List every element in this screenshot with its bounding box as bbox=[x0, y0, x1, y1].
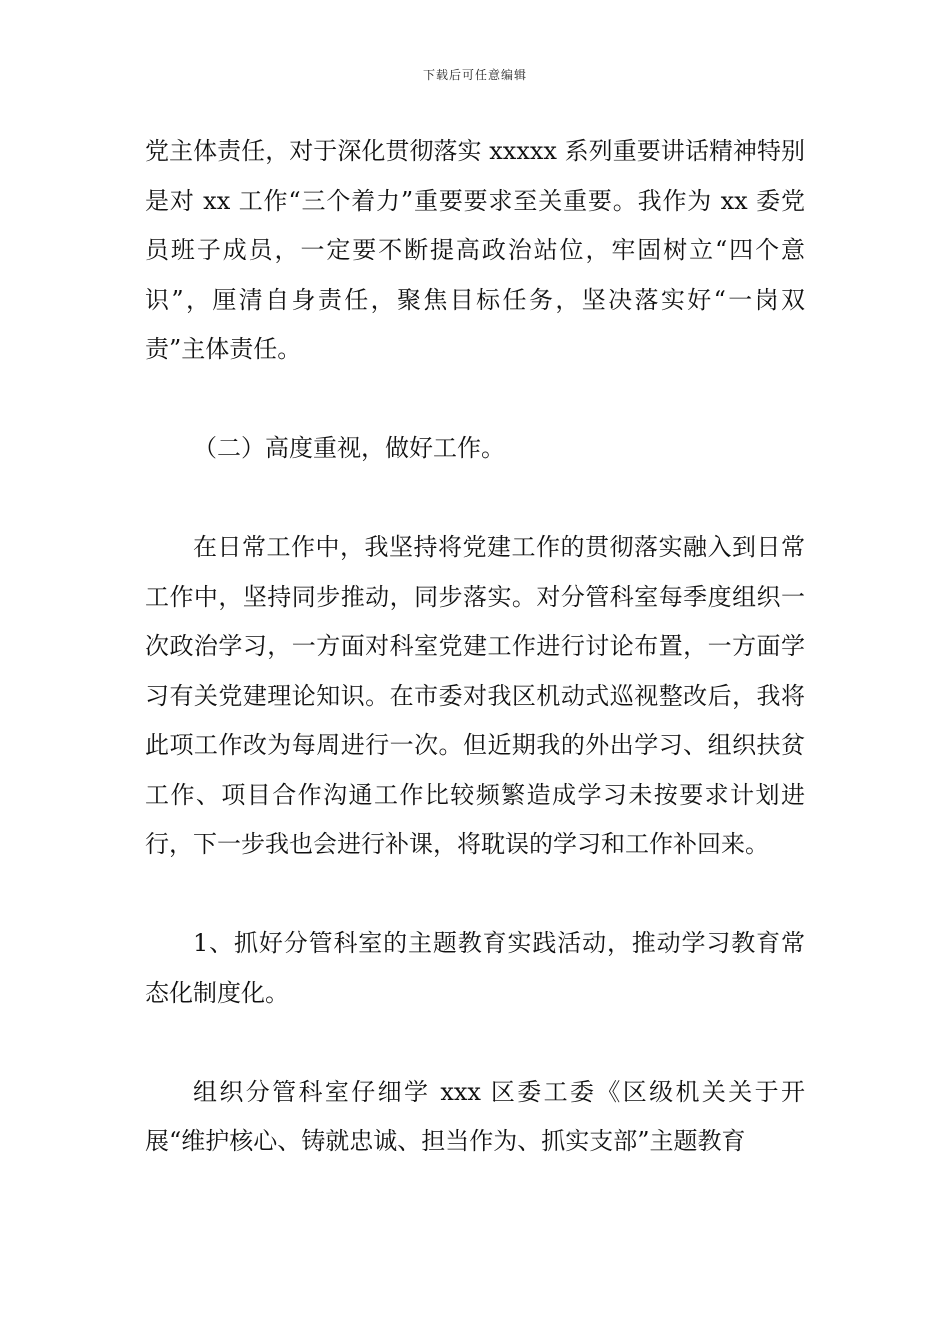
paragraph-continuation: 党主体责任，对于深化贯彻落实 xxxxx 系列重要讲话精神特别是对 xx 工作“三个着力”重要要求至关重要。我作为 xx 委党员班子成员，一定要不断提高政治站位，牢固树立“四个意识”，厘清自身责任，聚焦目标任务，坚决落实好“一岗双责”主体责任。 bbox=[145, 137, 805, 363]
paragraph-spacer bbox=[145, 1018, 805, 1068]
paragraph-daily-work: 在日常工作中，我坚持将党建工作的贯彻落实融入到日常工作中，坚持同步推动，同步落实。对分管科室每季度组织一次政治学习，一方面对科室党建工作进行讨论布置，一方面学习有关党建理论知识。在市委对我区机动式巡视整改后，我将此项工作改为每周进行一次。但近期我的外出学习、组织扶贫工作、项目合作沟通工作比较频繁造成学习未按要求计划进行，下一步我也会进行补课，将耽误的学习和工作补回来。 bbox=[145, 533, 805, 858]
paragraph-spacer bbox=[145, 870, 805, 920]
paragraph-spacer bbox=[145, 375, 805, 425]
section-heading: （二）高度重视，做好工作。 bbox=[193, 434, 505, 462]
numbered-item-heading: 1、抓好分管科室的主题教育实践活动，推动学习教育常态化制度化。 bbox=[145, 929, 805, 1007]
page-header-note: 下载后可任意编辑 bbox=[422, 68, 527, 82]
document-body bbox=[145, 127, 805, 1167]
paragraph-organize-study: 组织分管科室仔细学 xxx 区委工委《区级机关关于开展“维护核心、铸就忠诚、担当作为、抓实支部”主题教育 bbox=[145, 1077, 805, 1155]
paragraph-spacer bbox=[145, 474, 805, 524]
